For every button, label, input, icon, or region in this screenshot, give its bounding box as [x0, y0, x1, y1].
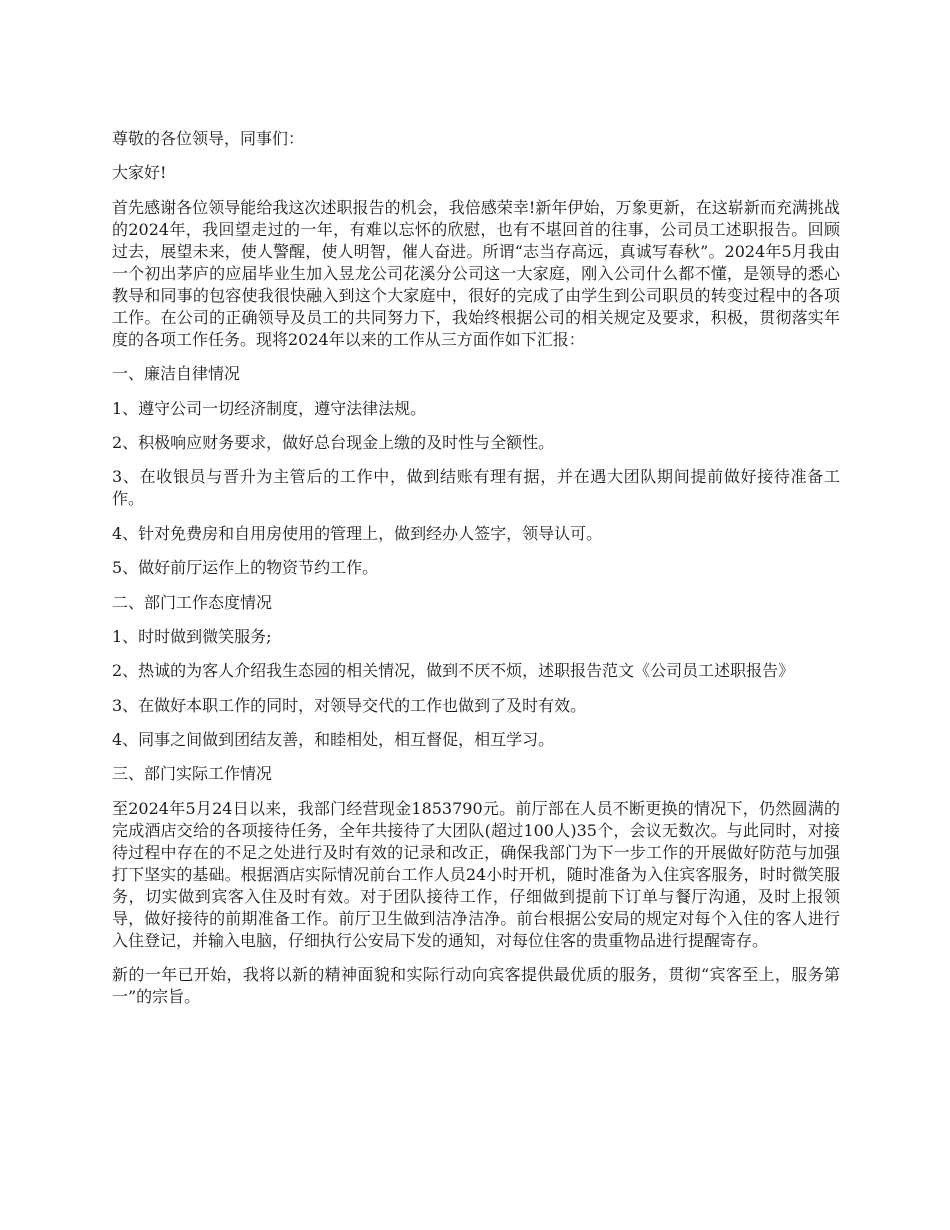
intro-paragraph: 首先感谢各位领导能给我这次述职报告的机会，我倍感荣幸!新年伊始，万象更新，在这崭新而充满挑战的2024年，我回望走过的一年，有难以忘怀的欣慰，也有不堪回首的往事，公司员工述职报告。回顾过去，展望未来，使人警醒，使人明智，催人奋进。所谓“志当存高远，真诚写春秋”。2024年5月我由一个初出茅庐的应届毕业生加入昱龙公司花溪分公司这一大家庭，刚入公司什么都不懂，是领导的悉心教导和同事的包容使我很快融入到这个大家庭中，很好的完成了由学生到公司职员的转变过程中的各项工作。在公司的正确领导及员工的共同努力下，我始终根据公司的相关规定及要求，积极，贯彻落实年度的各项工作任务。现将2024年以来的工作从三方面作如下汇报： [112, 197, 840, 349]
section-1-item-1: 1、遵守公司一切经济制度，遵守法律法规。 [112, 398, 427, 418]
section-3-paragraph: 至2024年5月24日以来，我部门经营现金1853790元。前厅部在人员不断更换的情况下，仍然圆满的完成酒店交给的各项接待任务，全年共接待了大团队(超过100人)35个，会议无数次。与此同时，对接待过程中存在的不足之处进行及时有效的记录和改正，确保我部门为下一步工作的开展做好防范与加强打下坚实的基础。根据酒店实际情况前台工作人员24小时开机，随时准备为入住宾客服务，时时微笑服务，切实做到宾客入住及时有效。对于团队接待工作，仔细做到提前下订单与餐厅沟通，及时上报领导，做好接待的前期准备工作。前厅卫生做到洁净洁净。前台根据公安局的规定对每个入住的客人进行入住登记，并输入电脑，仔细执行公安局下发的通知，对每位住客的贵重物品进行提醒寄存。 [112, 798, 840, 950]
section-2-item-3: 3、在做好本职工作的同时，对领导交代的工作也做到了及时有效。 [112, 695, 587, 715]
section-1-item-3: 3、在收银员与晋升为主管后的工作中，做到结账有理有据，并在遇大团队期间提前做好接待准备工作。 [112, 467, 840, 509]
section-heading-2: 二、部门工作态度情况 [112, 592, 273, 612]
section-heading-3: 三、部门实际工作情况 [112, 764, 273, 784]
greeting: 大家好! [112, 163, 167, 183]
section-2-item-1: 1、时时做到微笑服务; [112, 626, 272, 646]
document-body [112, 128, 840, 1021]
section-2-item-4: 4、同事之间做到团结友善，和睦相处，相互督促，相互学习。 [112, 730, 555, 750]
salutation: 尊敬的各位领导，同事们： [112, 129, 305, 148]
closing-paragraph: 新的一年已开始，我将以新的精神面貌和实际行动向宾客提供最优质的服务，贯彻“宾客至上，服务第一”的宗旨。 [112, 965, 840, 1007]
section-1-item-2: 2、积极响应财务要求，做好总台现金上缴的及时性与全额性。 [112, 432, 555, 452]
section-1-item-5: 5、做好前厅运作上的物资节约工作。 [112, 558, 379, 578]
section-heading-1: 一、廉洁自律情况 [112, 364, 241, 384]
section-2-item-2: 2、热诚的为客人介绍我生态园的相关情况，做到不厌不烦，述职报告范文《公司员工述职报告》 [112, 661, 795, 681]
section-1-item-4: 4、针对免费房和自用房使用的管理上，做到经办人签字，领导认可。 [112, 523, 603, 543]
